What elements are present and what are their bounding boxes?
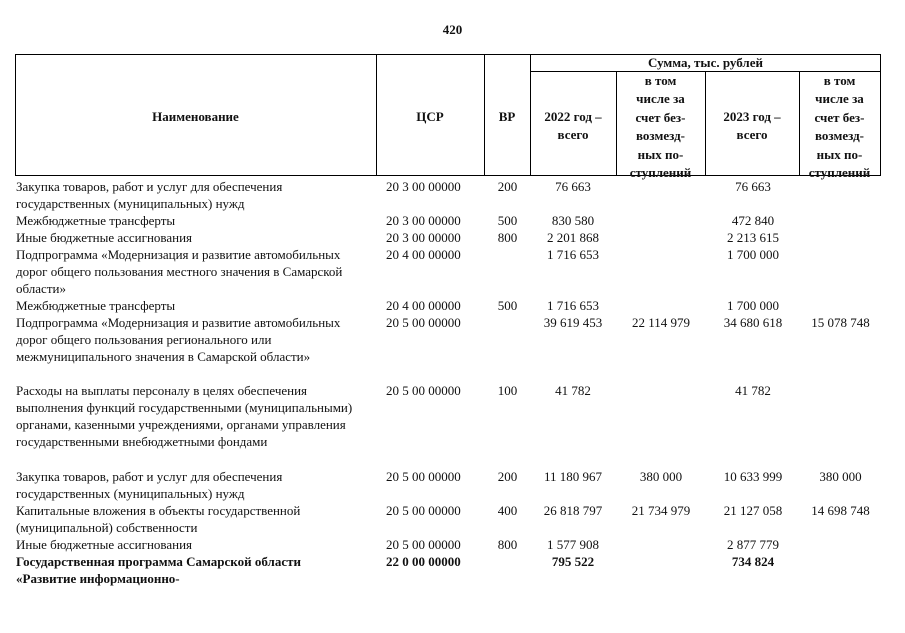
row-vr: 200 [497, 469, 518, 484]
row-csr: 20 3 00 00000 [386, 230, 461, 245]
row-2022-total: 11 180 967 [543, 469, 603, 484]
header-vr: ВР [498, 109, 516, 124]
row-2022-total: 41 782 [555, 383, 591, 398]
row-2022-free: 22 114 979 [631, 315, 691, 330]
row-vr: 800 [497, 537, 518, 552]
row-2022-total: 1 577 908 [547, 537, 599, 552]
row-2022-total: 2 201 868 [547, 230, 599, 245]
page-number: 420 [442, 22, 463, 37]
row-csr: 20 3 00 00000 [386, 179, 461, 194]
header-2023-total: 2023 год – всего [723, 109, 781, 143]
row-2023-total: 10 633 999 [723, 469, 783, 484]
row-2022-free: 380 000 [639, 469, 683, 484]
row-2023-total: 21 127 058 [723, 503, 783, 518]
row-csr: 20 4 00 00000 [386, 298, 461, 313]
header-csr: ЦСР [416, 109, 444, 124]
row-vr: 200 [497, 179, 518, 194]
row-name: Межбюджетные трансферты [16, 298, 176, 313]
row-name: Расходы на выплаты персоналу в целях обеспечения выполнения функций государственными (муниципальными) органами, казенными учреждениями, органами управления государственными внебюджетными фондами [16, 383, 353, 449]
row-csr: 20 3 00 00000 [386, 213, 461, 228]
row-2022-free: 21 734 979 [631, 503, 691, 518]
row-2023-total: 2 213 615 [727, 230, 779, 245]
row-csr: 20 5 00 00000 [386, 315, 461, 330]
row-vr: 500 [497, 298, 518, 313]
row-name: Иные бюджетные ассигнования [16, 537, 193, 552]
row-2022-total: 39 619 453 [543, 315, 603, 330]
row-2023-total: 1 700 000 [727, 247, 779, 262]
row-vr: 500 [497, 213, 518, 228]
row-2023-total: 76 663 [735, 179, 771, 194]
row-csr: 20 4 00 00000 [386, 247, 461, 262]
row-name: Межбюджетные трансферты [16, 213, 176, 228]
row-2023-total: 2 877 779 [727, 537, 779, 552]
row-name: Капитальные вложения в объекты государственной (муниципальной) собственности [16, 503, 301, 535]
row-2022-total: 830 580 [551, 213, 595, 228]
row-2022-total: 26 818 797 [543, 503, 603, 518]
row-2023-free: 380 000 [819, 469, 862, 484]
row-csr: 22 0 00 00000 [386, 554, 461, 569]
row-2023-total: 41 782 [735, 383, 771, 398]
row-vr: 800 [497, 230, 518, 245]
row-2023-total: 1 700 000 [727, 298, 779, 313]
row-csr: 20 5 00 00000 [386, 469, 461, 484]
row-name: Подпрограмма «Модернизация и развитие автомобильных дорог общего пользования регионального или межмуниципального значения в Самарской области» [16, 315, 341, 364]
header-sum-group: Сумма, тыс. рублей [648, 55, 763, 70]
row-name: Подпрограмма «Модернизация и развитие автомобильных дорог общего пользования местного значения в Самарской области» [16, 247, 343, 296]
header-2023-free: в том числе за счет без- возмезд- ных по- ступлений [808, 73, 871, 181]
row-2022-total: 1 716 653 [547, 247, 599, 262]
row-name: Иные бюджетные ассигнования [16, 230, 193, 245]
row-2023-free: 15 078 748 [811, 315, 870, 330]
row-name: Закупка товаров, работ и услуг для обеспечения государственных (муниципальных) нужд [16, 179, 283, 211]
row-2022-total: 795 522 [551, 554, 595, 569]
header-2022-total: 2022 год – всего [544, 109, 602, 143]
row-vr: 100 [497, 383, 518, 398]
row-csr: 20 5 00 00000 [386, 503, 461, 518]
row-name: Закупка товаров, работ и услуг для обеспечения государственных (муниципальных) нужд [16, 469, 283, 501]
header-2022-free: в том числе за счет без- возмезд- ных по- ступлений [629, 73, 692, 181]
row-2023-total: 34 680 618 [723, 315, 783, 330]
row-2023-total: 734 824 [731, 554, 775, 569]
header-name: Наименование [152, 109, 239, 124]
row-2022-total: 76 663 [555, 179, 591, 194]
row-csr: 20 5 00 00000 [386, 537, 461, 552]
row-2022-total: 1 716 653 [547, 298, 599, 313]
row-name: Государственная программа Самарской области «Развитие информационно- [16, 554, 301, 586]
table-header [15, 54, 881, 181]
row-2023-free: 14 698 748 [811, 503, 870, 518]
row-vr: 400 [497, 503, 518, 518]
row-csr: 20 5 00 00000 [386, 383, 461, 398]
row-2023-total: 472 840 [731, 213, 775, 228]
